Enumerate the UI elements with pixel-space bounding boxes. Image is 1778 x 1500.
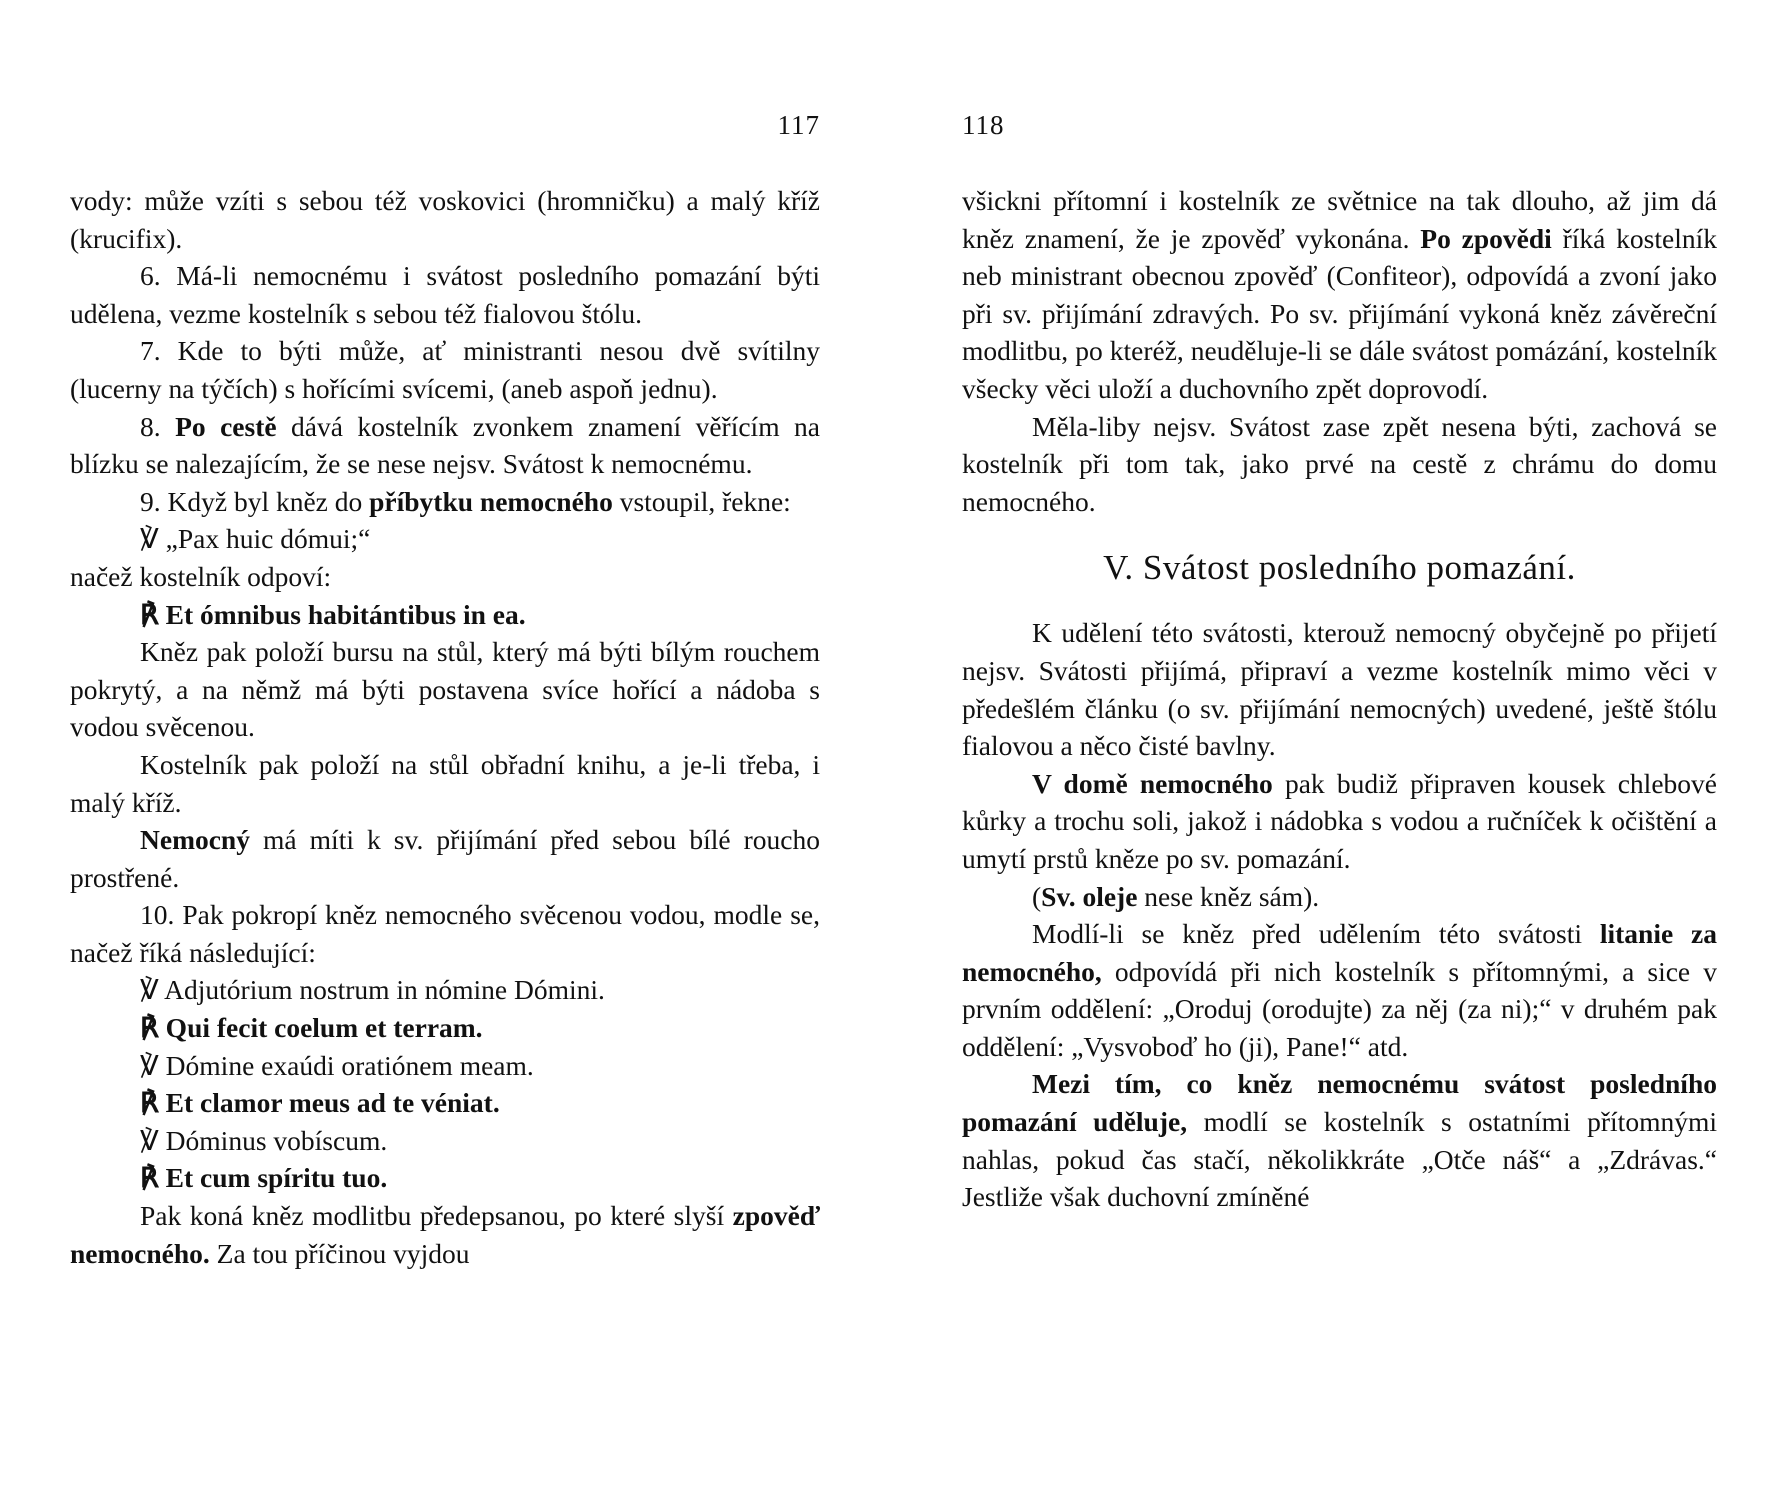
- bold-text: ℟ Qui fecit coelum et terram.: [140, 1012, 483, 1044]
- bold-text: Po cestě: [175, 410, 277, 442]
- text-run: ℣ „Pax huic dómui;“: [140, 523, 371, 555]
- text-run: (: [1032, 880, 1042, 912]
- text-run: nese kněz sám).: [1137, 880, 1320, 912]
- paragraph: [70, 558, 820, 596]
- left-page-text: [70, 182, 827, 1272]
- page-number-right: 118: [962, 110, 1005, 140]
- bold-text: příbytku nemocného: [369, 485, 613, 517]
- paragraph: [70, 1159, 820, 1197]
- text-run: Za tou příčinou vyjdou: [209, 1237, 470, 1269]
- text-run: dává kostelník zvonkem znamení věřícím na blízku se nalezajícím, že se nese nejsv. Svátost k nemocnému.: [70, 410, 827, 480]
- paragraph: [962, 1065, 1724, 1215]
- text-run: Pak koná kněz modlitbu předepsanou, po které slyší: [140, 1200, 733, 1232]
- text-run: odpovídá při nich kostelník s přítomnými, a sice v prvním oddělení: „Oroduj (orodujte) za něj (za ni);“ v druhém pak oddělení: „Vysvoboď ho (ji), Pane!“ atd.: [962, 955, 1724, 1062]
- paragraph: [962, 765, 1724, 878]
- text-run: 10. Pak pokropí kněz nemocného svěcenou vodou, modle se, načež říká následující:: [70, 899, 827, 968]
- text-run: Měla-liby nejsv. Svátost zase zpět nesena býti, zachová se kostelník při tom tak, jako prvé na cestě z chrámu do domu nemocného.: [962, 410, 1724, 517]
- bold-text: Sv. oleje: [1041, 880, 1138, 912]
- bold-text: ℟ Et cum spíritu tuo.: [140, 1162, 388, 1194]
- text-run: 8.: [140, 410, 176, 442]
- paragraph: [70, 633, 827, 746]
- paragraph: [70, 1197, 827, 1272]
- text-run: 7. Kde to býti může, ať ministranti nesou dvě svítilny (lucerny na týčích) s hořícími svícemi, (aneb aspoň jednu).: [70, 335, 827, 404]
- text-run: V. Svátost posledního pomazání.: [1103, 548, 1576, 588]
- bold-text: Po zpovědi: [1420, 222, 1552, 254]
- right-page-text: [962, 182, 1724, 1216]
- text-run: vody: může vzíti s sebou též voskovici (hromničku) a malý kříž (krucifix).: [70, 185, 827, 254]
- paragraph: [962, 878, 1717, 916]
- text-run: všickni přítomní i kostelník ze světnice na tak dlouho, až jim dá kněz znamení, že je zpověď vykonána.: [962, 185, 1724, 254]
- text-run: Kostelník pak položí na stůl obřadní knihu, a je-li třeba, i malý kříž.: [70, 748, 827, 818]
- paragraph: [962, 408, 1724, 521]
- text-run: načež kostelník odpoví:: [70, 560, 332, 592]
- bold-text: ℟ Et ómnibus habitántibus in ea.: [140, 598, 526, 630]
- paragraph: [70, 332, 827, 407]
- paragraph: [70, 1122, 820, 1160]
- bold-text: litanie za nemocného,: [962, 918, 1724, 987]
- paragraph: [70, 1084, 820, 1122]
- paragraph: [70, 1047, 820, 1085]
- paragraph: [70, 182, 827, 257]
- text-run: má míti k sv. přijímání před sebou bílé roucho prostřené.: [70, 824, 827, 893]
- paragraph: [70, 520, 820, 558]
- text-run: pak budiž připraven kousek chlebové kůrky a trochu soli, jakož i nádobka s vodou a ručníček k očištění a umytí prstů kněze po sv. pomazání.: [962, 767, 1724, 874]
- paragraph: [70, 257, 827, 332]
- paragraph: [70, 408, 827, 483]
- text-run: Kněz pak položí bursu na stůl, který má býti bílým rouchem pokrytý, a na němž má býti postavena svíce hořící a nádoba s vodou svěcenou.: [70, 636, 827, 743]
- text-run: ℣ Adjutórium nostrum in nómine Dómini.: [140, 974, 605, 1006]
- page-number-left: 117: [777, 110, 820, 140]
- text-run: 9. Když byl kněz do: [140, 485, 370, 517]
- bold-text: Mezi tím, co kněz nemocnému svátost posledního pomazání uděluje,: [962, 1068, 1724, 1138]
- text-run: Modlí-li se kněz před udělením této svátosti: [1032, 918, 1600, 950]
- text-run: říká kostelník neb ministrant obecnou zpověď (Confiteor), odpovídá a zvoní jako při sv. přijímání zdravých. Po sv. přijímání vykoná kněz závěreční modlitbu, po kteréž, neuděluje-li se dále svátost pomázání, kostelník všecky věci uloží a duchovního zpět doprovodí.: [962, 222, 1724, 404]
- text-run: 6. Má-li nemocnému i svátost posledního pomazání býti udělena, vezme kostelník s sebou též fialovou štólu.: [70, 260, 827, 329]
- paragraph: [70, 821, 827, 896]
- text-run: K udělení této svátosti, kterouž nemocný obyčejně po přijetí nejsv. Svátosti přijímá, připraví a vezme kostelník mimo věci v předešlém článku (o sv. přijímání nemocných) uvedené, ještě štólu fialovou a něco čisté bavlny.: [962, 617, 1724, 762]
- text-run: modlí se kostelník s ostatními přítomnými nahlas, pokud čas stačí, několikkráte „Otče náš“ a „Zdrávas.“ Jestliže však duchovní zmíněné: [962, 1106, 1724, 1213]
- text-run: ℣ Dóminus vobíscum.: [140, 1124, 388, 1156]
- paragraph: [70, 746, 827, 821]
- bold-text: Nemocný: [140, 824, 250, 856]
- bold-text: ℟ Et clamor meus ad te véniat.: [140, 1087, 500, 1119]
- paragraph: [962, 182, 1724, 408]
- paragraph: [962, 614, 1724, 764]
- paragraph: [70, 483, 820, 521]
- bold-text: zpověď nemocného.: [70, 1200, 827, 1269]
- paragraph: [962, 915, 1724, 1065]
- paragraph: [70, 896, 827, 971]
- text-run: ℣ Dómine exaúdi oratiónem meam.: [140, 1049, 534, 1081]
- text-run: vstoupil, řekne:: [612, 485, 791, 517]
- bold-text: V domě nemocného: [1032, 767, 1273, 799]
- paragraph: [70, 971, 820, 1009]
- paragraph: [70, 1009, 820, 1047]
- section-heading: [962, 544, 1717, 592]
- paragraph: [70, 596, 820, 634]
